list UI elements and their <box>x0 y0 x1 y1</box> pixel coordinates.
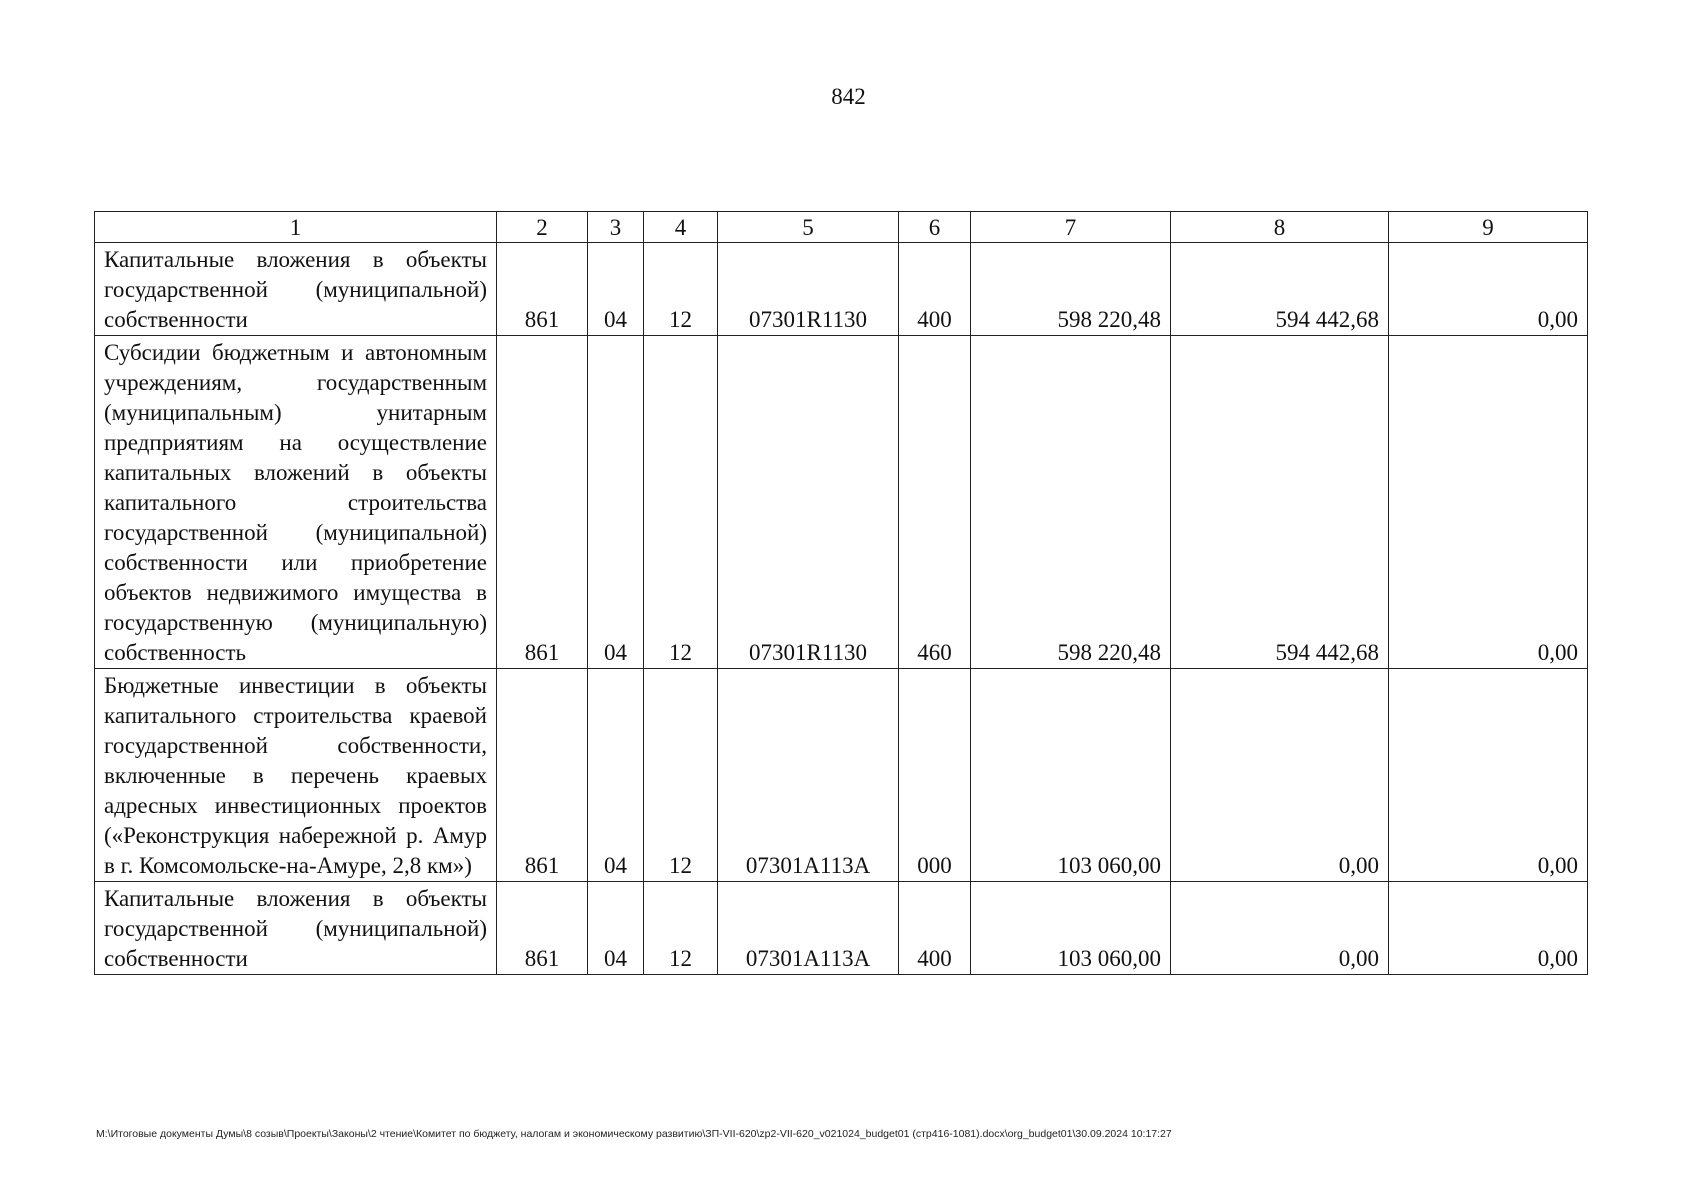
cell-amount-col7: 103 060,00 <box>971 882 1171 975</box>
cell-target-article: 07301А113А <box>718 669 899 882</box>
column-header: 2 <box>497 212 588 243</box>
column-header: 6 <box>899 212 971 243</box>
row-description: Капитальные вложения в объекты государственной (муниципальной) собственности <box>95 243 497 336</box>
file-path-footer: M:\Итоговые документы Думы\8 созыв\Проекты\Законы\2 чтение\Комитет по бюджету, налогам и экономическому развитию\ЗП-VII-620\zp2-VII-620_v021024_budget01 (стр416-1081).docx\org_budget01\30.09.2024 10:17:27 <box>96 1128 1172 1140</box>
cell-amount-col9: 0,00 <box>1389 243 1588 336</box>
cell-section: 04 <box>588 243 644 336</box>
cell-amount-col9: 0,00 <box>1389 669 1588 882</box>
cell-subsection: 12 <box>644 882 718 975</box>
cell-amount-col8: 594 442,68 <box>1171 243 1389 336</box>
cell-amount-col8: 0,00 <box>1171 882 1389 975</box>
row-description: Капитальные вложения в объекты государственной (муниципальной) собственности <box>95 882 497 975</box>
cell-target-article: 07301R1130 <box>718 243 899 336</box>
table-row <box>95 336 1588 669</box>
column-header: 8 <box>1171 212 1389 243</box>
cell-section: 04 <box>588 336 644 669</box>
cell-target-article: 07301А113А <box>718 882 899 975</box>
column-header: 1 <box>95 212 497 243</box>
table-row <box>95 243 1588 336</box>
cell-amount-col7: 103 060,00 <box>971 669 1171 882</box>
cell-amount-col7: 598 220,48 <box>971 336 1171 669</box>
column-header: 3 <box>588 212 644 243</box>
row-description: Бюджетные инвестиции в объекты капитального строительства краевой государственной собственности, включенные в перечень краевых адресных инвестиционных проектов («Реконструкция набережной р. Амур в г. Комсомольске-на-Амуре, 2,8 км») <box>95 669 497 882</box>
cell-amount-col9: 0,00 <box>1389 336 1588 669</box>
table-row <box>95 669 1588 882</box>
cell-subsection: 12 <box>644 336 718 669</box>
cell-ministry-code: 861 <box>497 882 588 975</box>
column-header: 5 <box>718 212 899 243</box>
cell-expense-type: 400 <box>899 243 971 336</box>
cell-section: 04 <box>588 882 644 975</box>
cell-ministry-code: 861 <box>497 243 588 336</box>
page-number: 842 <box>831 84 866 109</box>
table-row <box>95 882 1588 975</box>
row-description: Субсидии бюджетным и автономным учреждениям, государственным (муниципальным) унитарным предприятиям на осуществление капитальных вложений в объекты капитального строительства государственной (муниципальной) собственности или приобретение объектов недвижимого имущества в государственную (муниципальную) собственность <box>95 336 497 669</box>
budget-table <box>94 211 1588 975</box>
cell-ministry-code: 861 <box>497 336 588 669</box>
cell-expense-type: 400 <box>899 882 971 975</box>
cell-target-article: 07301R1130 <box>718 336 899 669</box>
column-header: 4 <box>644 212 718 243</box>
column-header: 9 <box>1389 212 1588 243</box>
cell-subsection: 12 <box>644 243 718 336</box>
column-header: 7 <box>971 212 1171 243</box>
cell-section: 04 <box>588 669 644 882</box>
cell-ministry-code: 861 <box>497 669 588 882</box>
cell-amount-col8: 594 442,68 <box>1171 336 1389 669</box>
cell-subsection: 12 <box>644 669 718 882</box>
cell-expense-type: 460 <box>899 336 971 669</box>
cell-amount-col8: 0,00 <box>1171 669 1389 882</box>
table-header-row <box>95 212 1588 243</box>
cell-amount-col7: 598 220,48 <box>971 243 1171 336</box>
cell-amount-col9: 0,00 <box>1389 882 1588 975</box>
cell-expense-type: 000 <box>899 669 971 882</box>
